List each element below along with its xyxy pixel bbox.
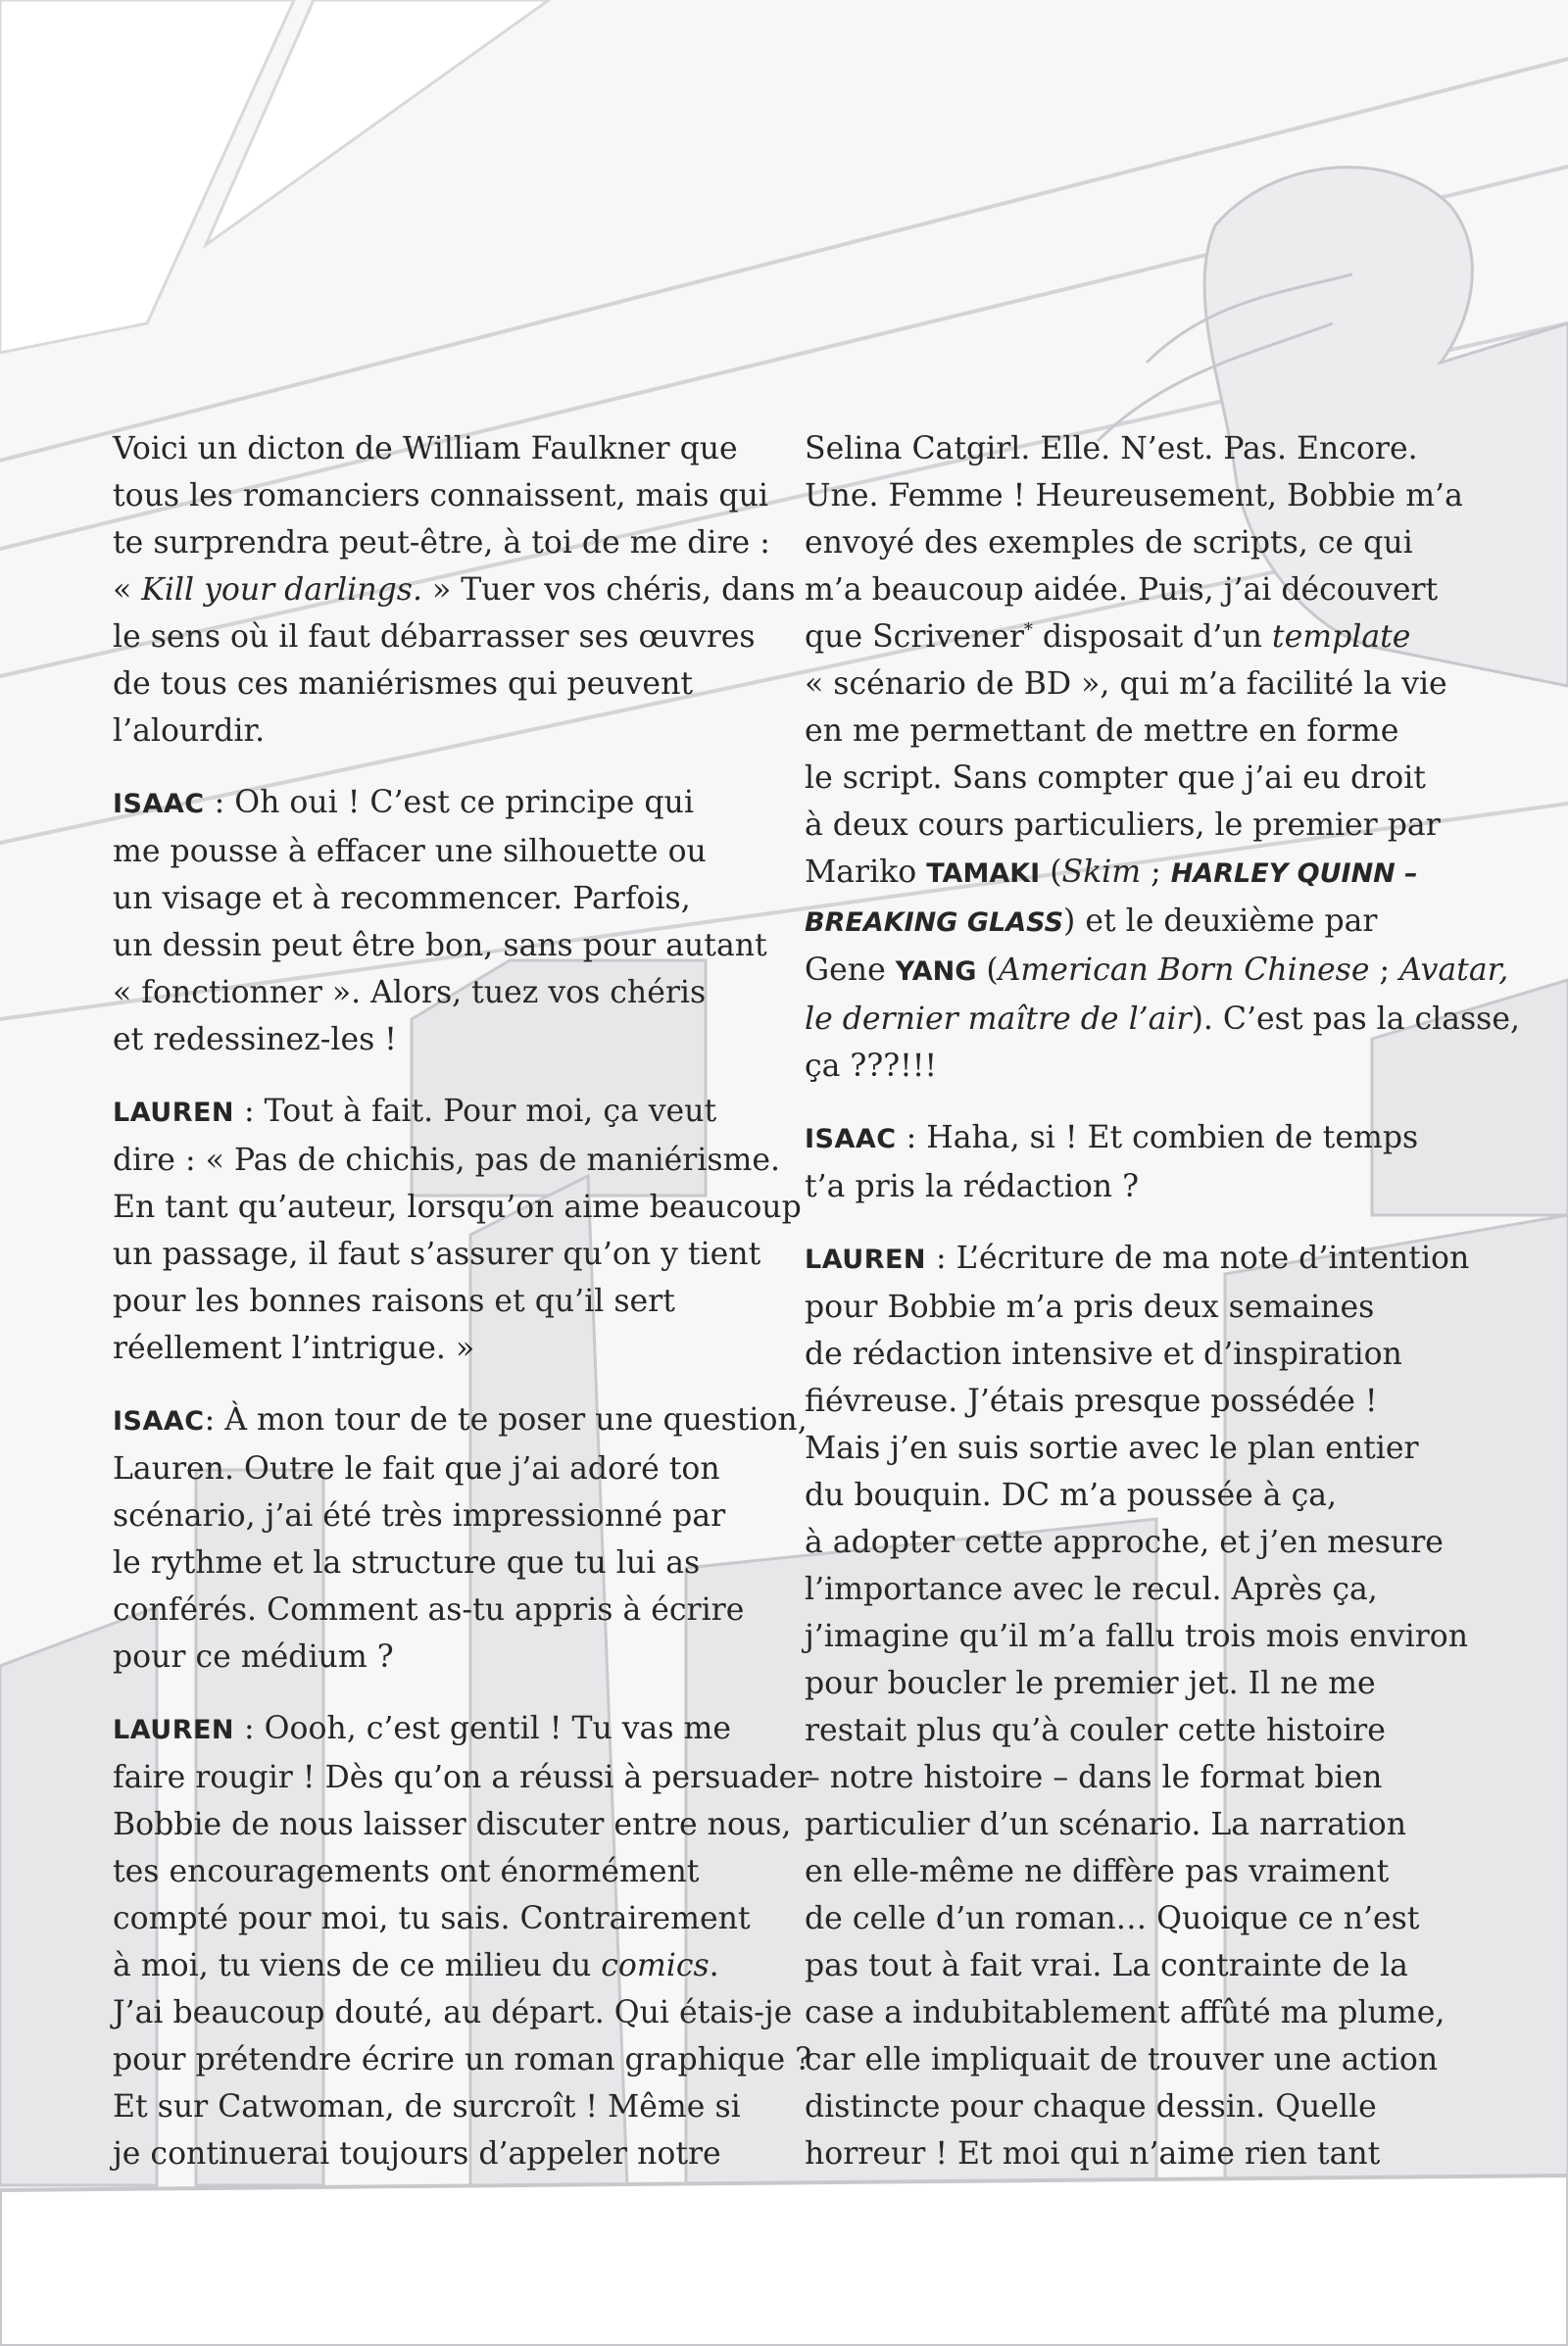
text-line: tous les romanciers connaissent, mais qui bbox=[113, 478, 768, 513]
text-line: réellement l’intrigue. » bbox=[113, 1331, 475, 1366]
text-line: tes encouragements ont énormément bbox=[113, 1854, 700, 1889]
text-line: le sens où il faut débarrasser ses œuvres bbox=[113, 619, 756, 655]
text-line: t’a pris la rédaction ? bbox=[805, 1169, 1139, 1204]
text-line: En tant qu’auteur, lorsqu’on aime beaucoup bbox=[113, 1190, 802, 1225]
text-line: te surprendra peut-être, à toi de me dire : bbox=[113, 525, 770, 561]
text-line: distincte pour chaque dessin. Quelle bbox=[805, 2089, 1377, 2125]
text-line: car elle impliquait de trouver une action bbox=[805, 2042, 1439, 2077]
text-line: j’imagine qu’il m’a fallu trois mois environ bbox=[805, 1619, 1469, 1654]
text-line: « fonctionner ». Alors, tuez vos chéris bbox=[113, 975, 707, 1010]
text-line: J’ai beaucoup douté, au départ. Qui étais-je bbox=[113, 1995, 793, 2030]
text-line: que Scrivener* disposait d’un template bbox=[805, 619, 1411, 655]
text-line: LAUREN : Oooh, c’est gentil ! Tu vas me bbox=[113, 1711, 732, 1746]
text-line: et redessinez-les ! bbox=[113, 1022, 397, 1057]
text-line: fiévreuse. J’étais presque possédée ! bbox=[805, 1384, 1378, 1419]
text-line: Mariko TAMAKI (Skim ; HARLEY QUINN – bbox=[805, 855, 1418, 890]
paragraph-isaac-1 bbox=[113, 779, 767, 1063]
text-line: BREAKING GLASS) et le deuxième par bbox=[805, 904, 1378, 939]
speaker-label: ISAAC bbox=[113, 1406, 205, 1437]
author-name: TAMAKI bbox=[926, 858, 1041, 889]
left-column bbox=[113, 425, 812, 2202]
paragraph-lauren-2 bbox=[113, 1705, 812, 2177]
italic-quote: Kill your darlings. bbox=[141, 572, 422, 608]
paragraph-isaac-3 bbox=[805, 1114, 1461, 1210]
paragraph-faulkner bbox=[113, 425, 796, 755]
speaker-label: ISAAC bbox=[113, 789, 205, 819]
paragraph-lauren-1 bbox=[113, 1088, 802, 1372]
text-line: ISAAC: À mon tour de te poser une question, bbox=[113, 1402, 808, 1438]
text-line: Lauren. Outre le fait que j’ai adoré ton bbox=[113, 1451, 720, 1487]
text-line: envoyé des exemples de scripts, ce qui bbox=[805, 525, 1413, 561]
text-line: l’importance avec le recul. Après ça, bbox=[805, 1572, 1378, 1607]
text-line: à deux cours particuliers, le premier par bbox=[805, 807, 1441, 843]
text-line: un passage, il faut s’assurer qu’on y tient bbox=[113, 1237, 761, 1272]
footnote-marker: * bbox=[1023, 619, 1033, 641]
speaker-label: LAUREN bbox=[113, 1098, 235, 1128]
text-line: compté pour moi, tu sais. Contrairement bbox=[113, 1901, 751, 1936]
text-line: un dessin peut être bon, sans pour autant bbox=[113, 928, 767, 963]
text-line: l’alourdir. bbox=[113, 713, 266, 749]
text-line: en elle-même ne diffère pas vraiment bbox=[805, 1854, 1390, 1889]
text-line: pour Bobbie m’a pris deux semaines bbox=[805, 1290, 1375, 1325]
text-line: à moi, tu viens de ce milieu du comics. bbox=[113, 1948, 719, 1983]
text-line: pour les bonnes raisons et qu’il sert bbox=[113, 1284, 675, 1319]
text-line: « scénario de BD », qui m’a facilité la vie bbox=[805, 666, 1447, 702]
text-line: du bouquin. DC m’a poussée à ça, bbox=[805, 1478, 1338, 1513]
text-line: dire : « Pas de chichis, pas de maniérisme. bbox=[113, 1143, 781, 1178]
text-line: pour prétendre écrire un roman graphique ? bbox=[113, 2042, 812, 2077]
paragraph-isaac-2 bbox=[113, 1396, 808, 1681]
text-line: Mais j’en suis sortie avec le plan entier bbox=[805, 1431, 1419, 1466]
text-line: le rythme et la structure que tu lui as bbox=[113, 1545, 701, 1581]
italic-word: comics bbox=[601, 1948, 710, 1983]
text-line: « Kill your darlings. » Tuer vos chéris, dans bbox=[113, 572, 796, 608]
text-line: pas tout à fait vrai. La contrainte de la bbox=[805, 1948, 1408, 1983]
text-line: le script. Sans compter que j’ai eu droit bbox=[805, 760, 1426, 796]
text-line: pour boucler le premier jet. Il ne me bbox=[805, 1666, 1376, 1701]
right-column bbox=[805, 425, 1520, 2202]
text-line: case a indubitablement affûté ma plume, bbox=[805, 1995, 1446, 2030]
paragraph-lauren-3 bbox=[805, 1235, 1470, 2177]
text-line: – notre histoire – dans le format bien bbox=[805, 1760, 1383, 1795]
paragraph-lauren-continued bbox=[805, 425, 1520, 1090]
text-line: Voici un dicton de William Faulkner que bbox=[113, 431, 738, 466]
text-line: conférés. Comment as-tu appris à écrire bbox=[113, 1592, 745, 1628]
text-line: faire rougir ! Dès qu’on a réussi à persuader bbox=[113, 1760, 812, 1795]
text-line: Une. Femme ! Heureusement, Bobbie m’a bbox=[805, 478, 1463, 513]
text-line: ISAAC : Oh oui ! C’est ce principe qui bbox=[113, 785, 694, 820]
text-line: le dernier maître de l’air). C’est pas la classe, bbox=[805, 1002, 1520, 1037]
speaker-label: LAUREN bbox=[113, 1715, 235, 1745]
book-title: HARLEY QUINN – bbox=[1170, 858, 1418, 889]
text-line: scénario, j’ai été très impressionné par bbox=[113, 1498, 726, 1534]
book-title: BREAKING GLASS bbox=[805, 907, 1064, 938]
text-line: ça ???!!! bbox=[805, 1049, 938, 1084]
text-line: particulier d’un scénario. La narration bbox=[805, 1807, 1407, 1842]
author-name: YANG bbox=[895, 956, 977, 987]
text-line: me pousse à effacer une silhouette ou bbox=[113, 834, 707, 869]
text-line: Bobbie de nous laisser discuter entre nous, bbox=[113, 1807, 792, 1842]
text-line: LAUREN : Tout à fait. Pour moi, ça veut bbox=[113, 1094, 717, 1129]
speaker-label: LAUREN bbox=[805, 1245, 927, 1275]
text-line: Et sur Catwoman, de surcroît ! Même si bbox=[113, 2089, 741, 2125]
text-line: en me permettant de mettre en forme bbox=[805, 713, 1399, 749]
text-line: Selina Catgirl. Elle. N’est. Pas. Encore. bbox=[805, 431, 1418, 466]
text-line: de celle d’un roman… Quoique ce n’est bbox=[805, 1901, 1420, 1936]
text-line: horreur ! Et moi qui n’aime rien tant bbox=[805, 2136, 1381, 2172]
speaker-label: ISAAC bbox=[805, 1124, 897, 1154]
text-line: je continuerai toujours d’appeler notre bbox=[113, 2136, 721, 2172]
text-line: de rédaction intensive et d’inspiration bbox=[805, 1337, 1402, 1372]
text-line: LAUREN : L’écriture de ma note d’intention bbox=[805, 1241, 1470, 1276]
text-line: ISAAC : Haha, si ! Et combien de temps bbox=[805, 1120, 1419, 1155]
text-line: m’a beaucoup aidée. Puis, j’ai découvert bbox=[805, 572, 1439, 608]
text-line: à adopter cette approche, et j’en mesure bbox=[805, 1525, 1444, 1560]
text-line: restait plus qu’à couler cette histoire bbox=[805, 1713, 1386, 1748]
text-line: un visage et à recommencer. Parfois, bbox=[113, 881, 691, 916]
text-line: de tous ces maniérismes qui peuvent bbox=[113, 666, 694, 702]
text-line: pour ce médium ? bbox=[113, 1639, 394, 1675]
text-line: Gene YANG (American Born Chinese ; Avatar, bbox=[805, 953, 1509, 988]
